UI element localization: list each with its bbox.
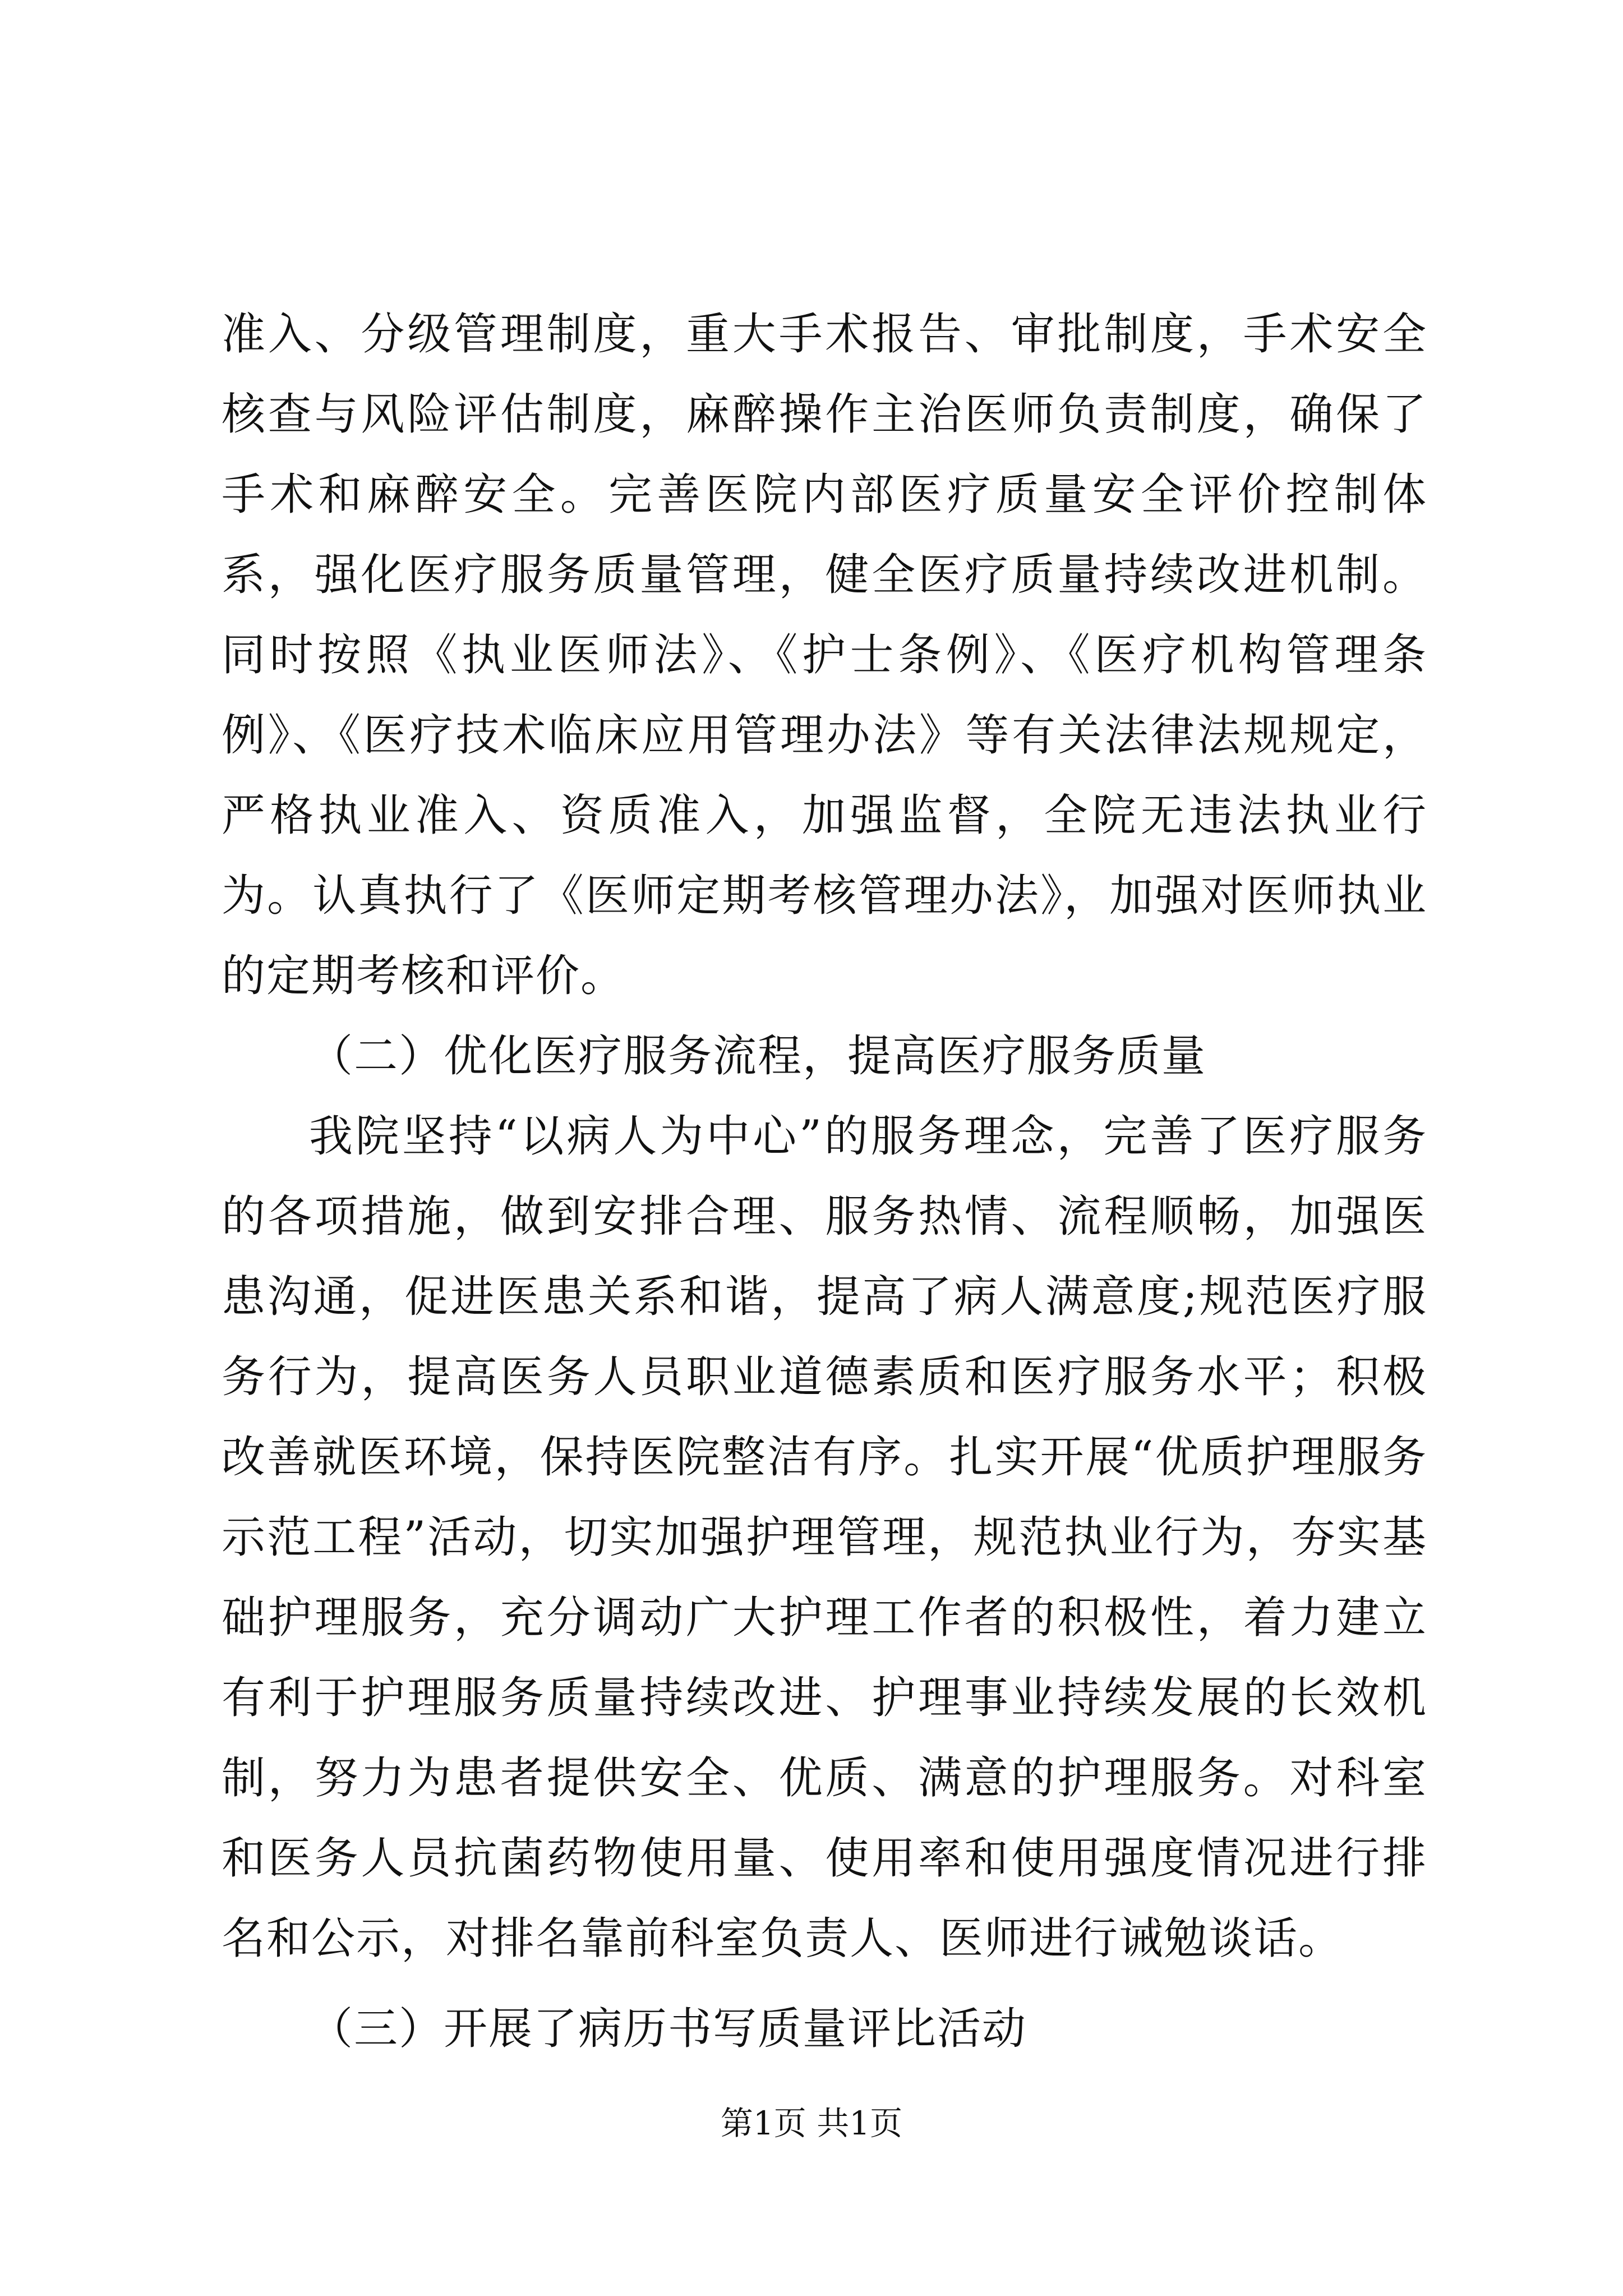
section-heading-2: （二）优化医疗服务流程，提高医疗服务质量 bbox=[309, 1031, 1207, 1082]
paragraph-regulations: 准入、分级管理制度，重大手术报告、审批制度，手术安全核查与风险评估制度，麻醉操作主治医师负责制度，确保了手术和麻醉安全。完善医院内部医疗质量安全评价控制体系，强化医疗服务质量管理，健全医疗质量持续改进机制。同时按照《执业医师法》、《护士条例》、《医疗机构管理条例》、《医疗技术临床应用管理办法》等有关法律法规规定，严格执业准入、资质准入，加强监督，全院无违法执业行为。认真执行了《医师定期考核管理办法》，加强对医师执业的定期考核和评价。 bbox=[222, 309, 1427, 1001]
paragraph-service-quality: 我院坚持“以病人为中心”的服务理念，完善了医疗服务的各项措施，做到安排合理、服务热情、流程顺畅，加强医患沟通，促进医患关系和谐，提高了病人满意度;规范医疗服务行为，提高医务人员职业道德素质和医疗服务水平；积极改善就医环境，保持医院整洁有序。扎实开展“优质护理服务示范工程”活动，切实加强护理管理，规范执业行为，夯实基础护理服务，充分调动广大护理工作者的积极性，着力建立有利于护理服务质量持续改进、护理事业持续发展的长效机制，努力为患者提供安全、优质、满意的护理服务。对科室和医务人员抗菌药物使用量、使用率和使用强度情况进行排名和公示，对排名靠前科室负责人、医师进行诫勉谈话。 bbox=[222, 1111, 1427, 1964]
page-number-footer: 第1页 共1页 bbox=[720, 2104, 903, 2142]
document-body bbox=[222, 295, 1427, 2069]
section-heading-3: （三）开展了病历书写质量评比活动 bbox=[309, 2004, 1027, 2054]
